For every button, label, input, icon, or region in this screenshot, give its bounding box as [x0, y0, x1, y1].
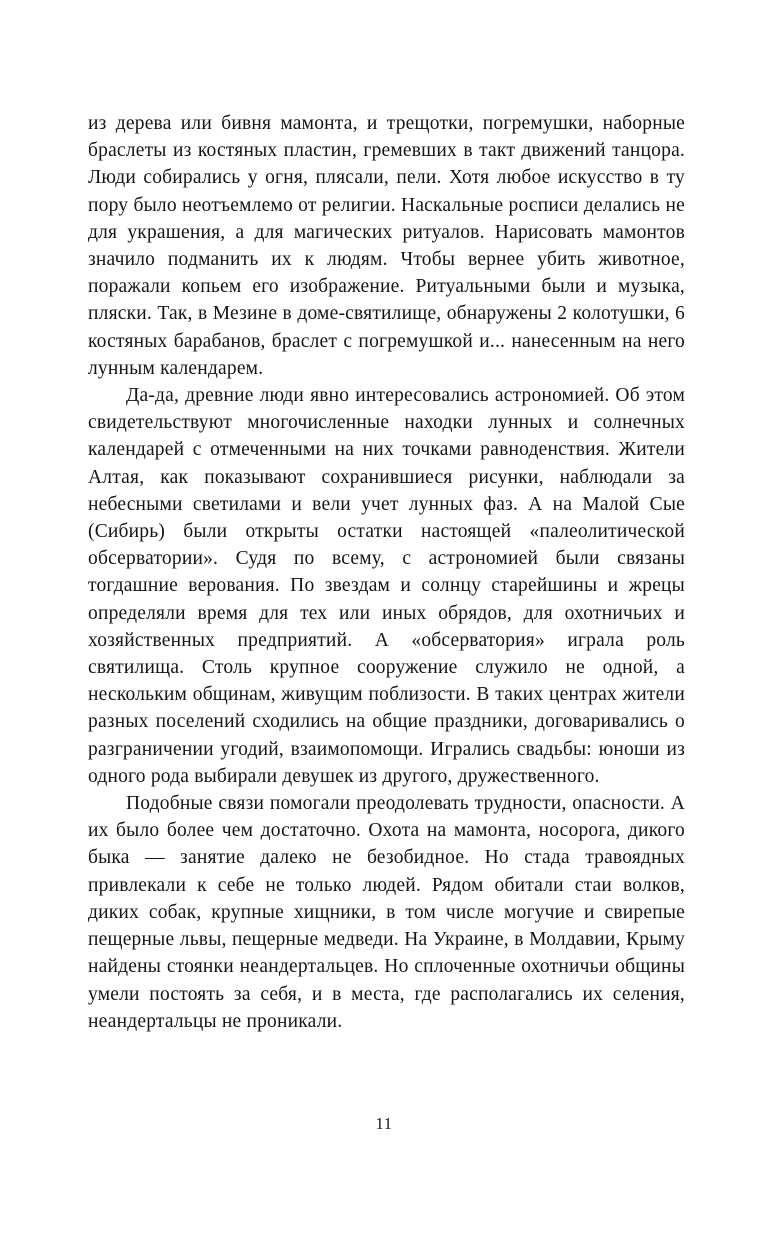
paragraph: Да-да, древние люди явно интересовались астрономией. Об этом свидетельствуют многочисленные находки лунных и солнечных календарей с отмеченными на них точками равноденствия. Жители Алтая, как показывают сохранившиеся рисунки, наблюдали за небесными светилами и вели учет лунных фаз. А на Малой Сые (Сибирь) были открыты остатки настоящей «палеолитической обсерватории». Судя по всему, с астрономией были связаны тогдашние верования. По звездам и солнцу старейшины и жрецы определяли время для тех или иных обрядов, для охотничьих и хозяйственных предприятий. А «обсерватория» играла роль святилища. Столь крупное сооружение служило не одной, а нескольким общинам, живущим поблизости. В таких центрах жители разных поселений сходились на общие праздники, договаривались о разграничении угодий, взаимопомощи. Игрались свадьбы: юноши из одного рода выбирали девушек из другого, дружественного.	[88, 385, 685, 787]
paragraph: из дерева или бивня мамонта, и трещотки, погремушки, наборные браслеты из костяных пластин, гремевших в такт движений танцора. Люди собирались у огня, плясали, пели. Хотя любое искусство в ту пору было неотъемлемо от религии. Наскальные росписи делались не для украшения, а для магических ритуалов. Нарисовать мамонтов значило подманить их к людям. Чтобы вернее убить животное, поражали копьем его изображение. Ритуальными были и музыка, пляски. Так, в Мезине в доме-святилище, обнаружены 2 колотушки, 6 костяных барабанов, браслет с погремушкой и... нанесенным на него лунным календарем.	[88, 113, 685, 379]
paragraph: Подобные связи помогали преодолевать трудности, опасности. А их было более чем достаточно. Охота на мамонта, носорога, дикого быка — занятие далеко не безобидное. Но стада травоядных привлекали к себе не только людей. Рядом обитали стаи волков, диких собак, крупные хищники, в том числе могучие и свирепые пещерные львы, пещерные медведи. На Украине, в Молдавии, Крыму найдены стоянки неандертальцев. Но сплоченные охотничьи общины умели постоять за себя, и в места, где располагались их селения, неандертальцы не проникали.	[88, 793, 685, 1032]
page-number: 11	[375, 1114, 393, 1133]
page-text	[88, 110, 685, 1035]
